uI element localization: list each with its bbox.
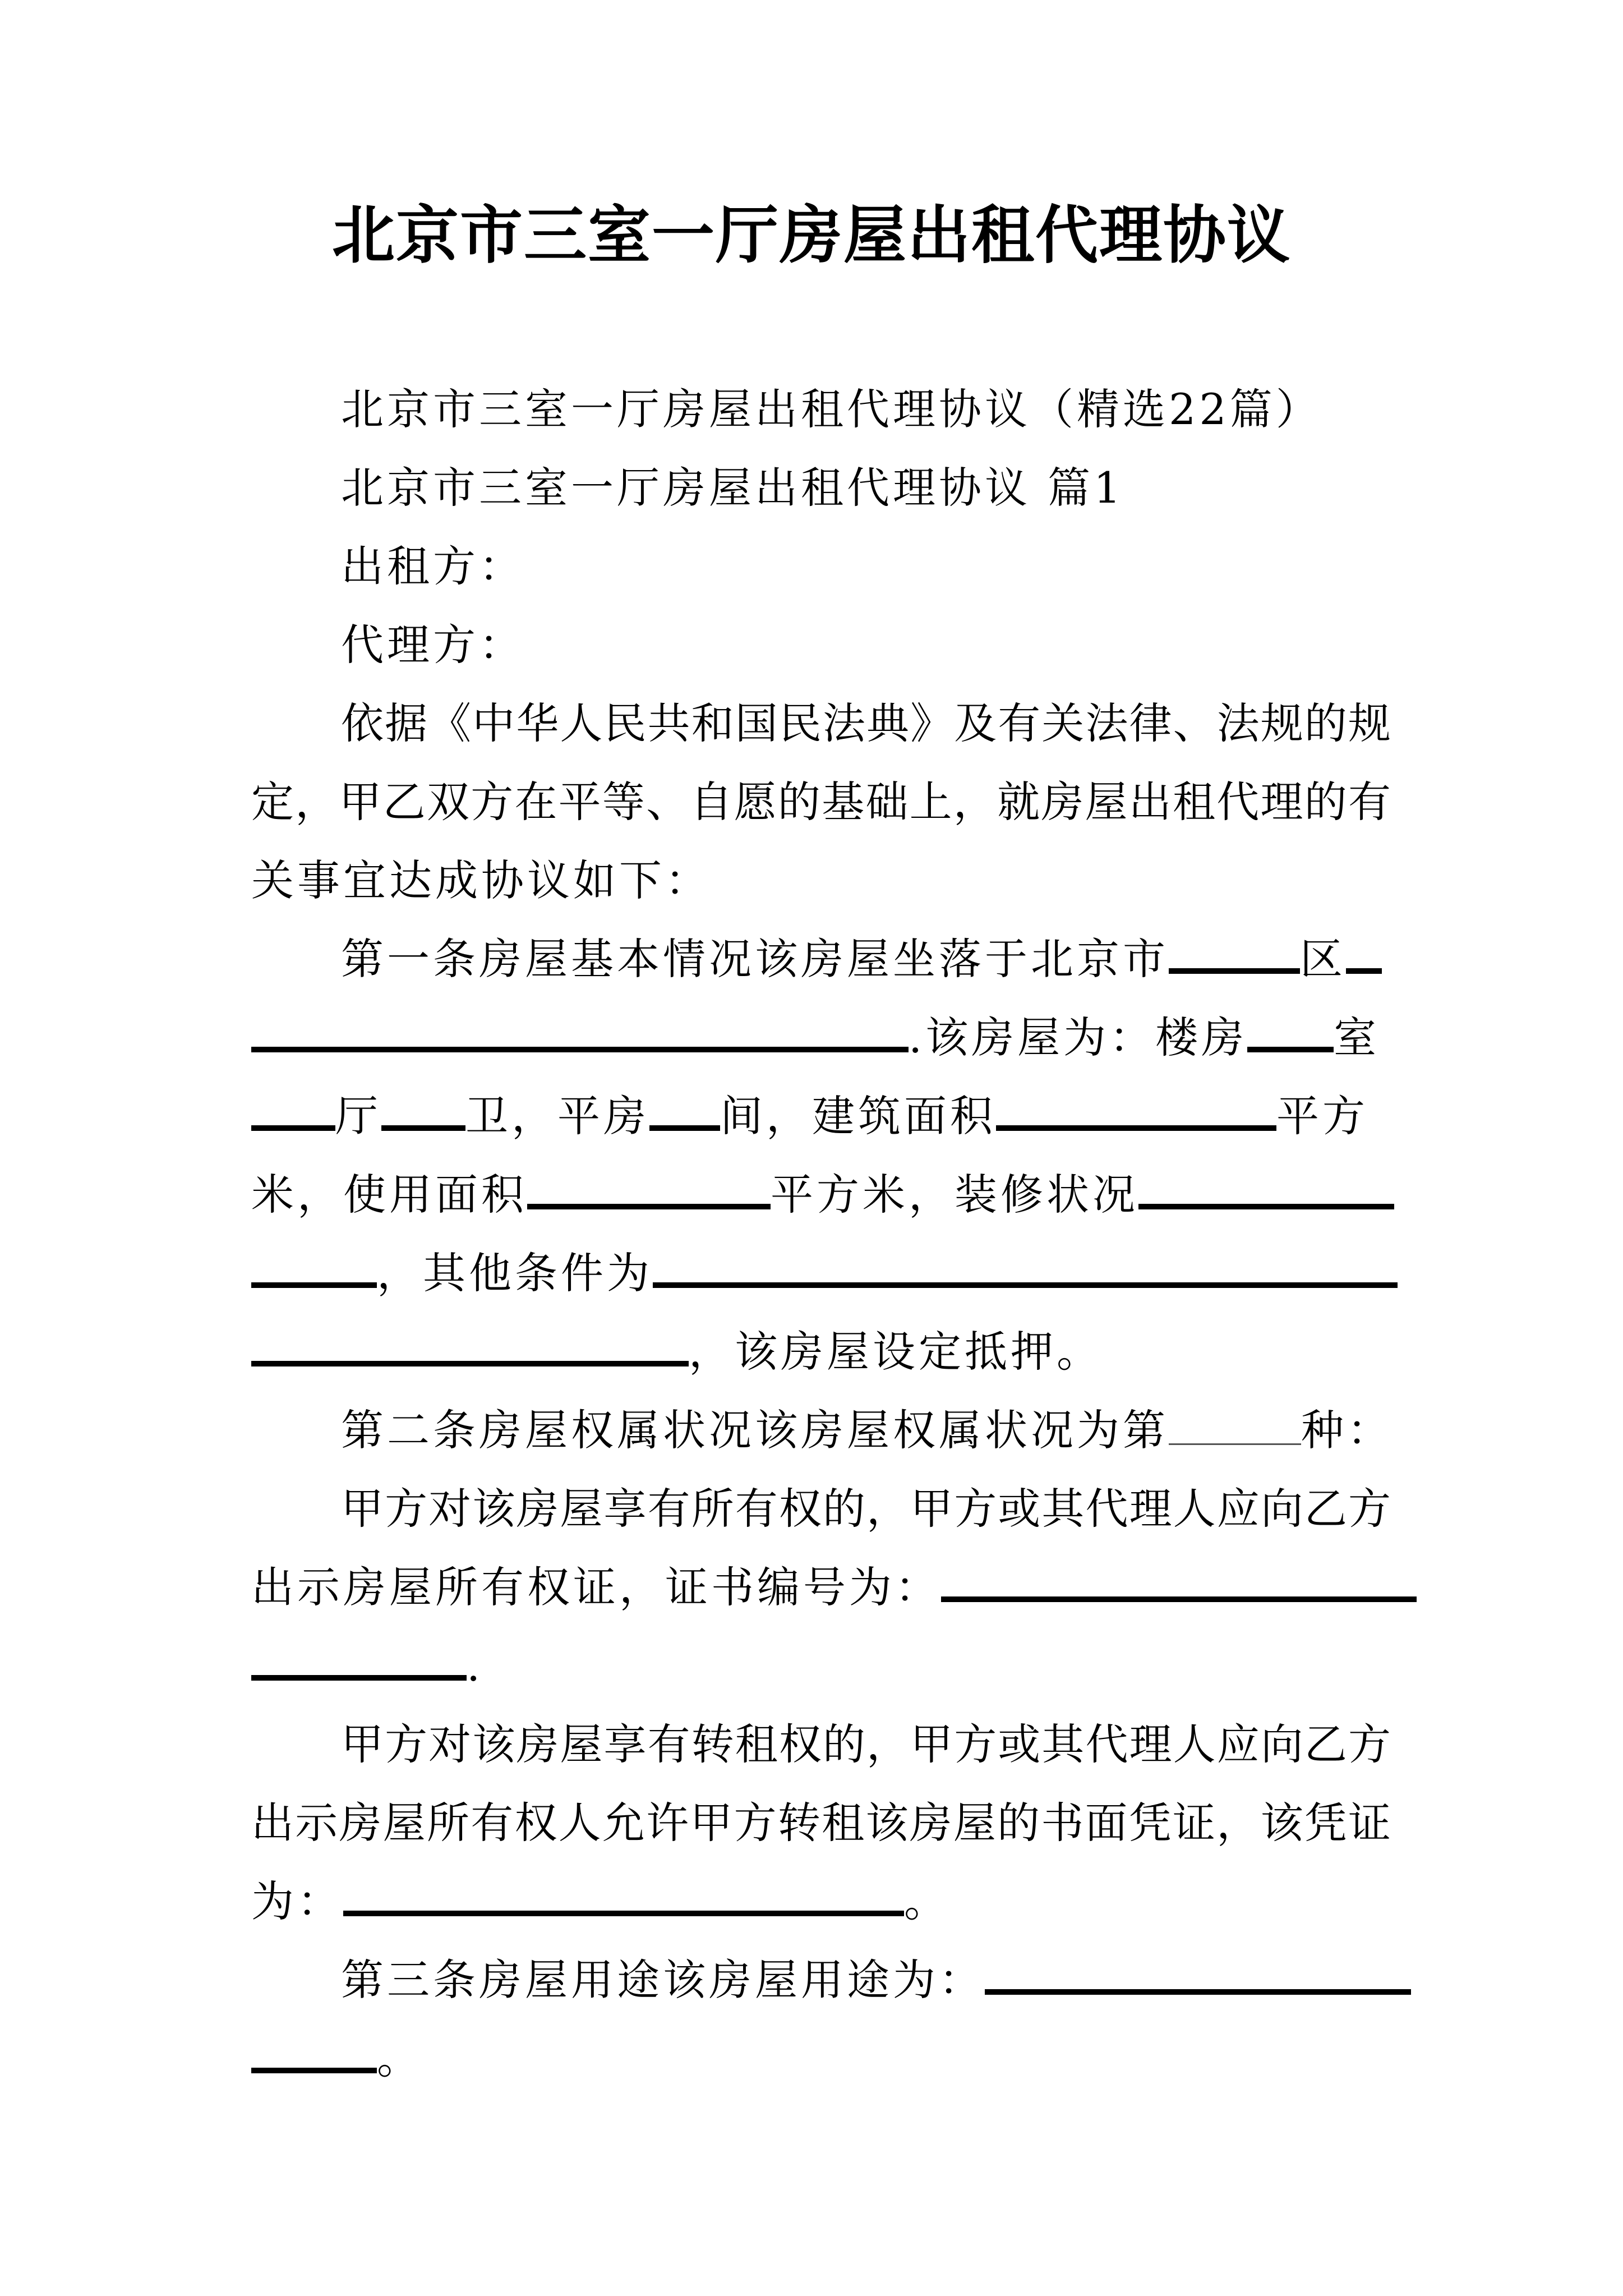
- document-title: 北京市三室一厅房屋出租代理协议: [332, 199, 1291, 272]
- sublease-certificate-blank[interactable]: [343, 1870, 904, 1916]
- article2-text: 种：: [1301, 1405, 1393, 1455]
- article1-line-1: [341, 920, 1391, 999]
- article2-text: 。: [904, 1876, 950, 1926]
- article1-line-6: [251, 1313, 1391, 1391]
- intro-line-3: 关事宜达成协议如下：: [251, 855, 711, 905]
- article2-para1-line-3: [251, 1627, 1391, 1705]
- article2-text: 为：: [251, 1876, 343, 1926]
- address-blank[interactable]: [251, 1006, 909, 1052]
- article3-text: 。: [377, 2033, 423, 2083]
- article1-text: 间，建筑面积: [720, 1091, 996, 1141]
- agent-label: 代理方：: [341, 620, 525, 670]
- ownership-type-blank[interactable]: [1169, 1403, 1301, 1445]
- certificate-number-blank[interactable]: [941, 1556, 1417, 1602]
- article2-text: 第二条房屋权属状况该房屋权属状况为第: [341, 1405, 1169, 1455]
- usage-blank[interactable]: [251, 2027, 377, 2073]
- intro-line-2: 定，甲乙双方在平等、自愿的基础上，就房屋出租代理的有: [251, 777, 1391, 827]
- article1-text: 米，使用面积: [251, 1170, 527, 1220]
- decoration-blank[interactable]: [1138, 1163, 1394, 1209]
- article2-para2-line-2: 出示房屋所有权人允许甲方转租该房屋的书面凭证，该凭证: [251, 1798, 1391, 1848]
- halls-blank[interactable]: [251, 1085, 335, 1131]
- address-blank[interactable]: [1346, 928, 1382, 974]
- article1-text: 平方: [1276, 1091, 1368, 1141]
- section-heading: 北京市三室一厅房屋出租代理协议 篇1: [341, 463, 1124, 513]
- other-conditions-blank[interactable]: [653, 1242, 1398, 1288]
- article1-text: .该房屋为：楼房: [909, 1013, 1248, 1062]
- article2-text: .: [467, 1641, 484, 1691]
- certificate-number-blank[interactable]: [251, 1635, 467, 1681]
- usage-blank[interactable]: [985, 1949, 1411, 1995]
- article1-line-5: [251, 1234, 1391, 1313]
- article1-line-2: [251, 999, 1391, 1077]
- article1-line-4: [251, 1156, 1391, 1234]
- other-conditions-blank[interactable]: [251, 1320, 689, 1366]
- article3-line-1: [341, 1941, 1391, 2019]
- intro-line-1: 依据《中华人民共和国民法典》及有关法律、法规的规: [341, 698, 1391, 748]
- article2-text: 出示房屋所有权证，证书编号为：: [251, 1562, 941, 1612]
- article1-text: 区: [1300, 934, 1346, 984]
- district-blank[interactable]: [1169, 928, 1300, 974]
- article3-line-2: [251, 2019, 1391, 2098]
- article1-text: ，其他条件为: [377, 1248, 653, 1298]
- article1-text: 卫，平房: [465, 1091, 649, 1141]
- article1-text: ，该房屋设定抵押。: [689, 1327, 1103, 1377]
- usable-area-blank[interactable]: [527, 1163, 771, 1209]
- lessor-label: 出租方：: [341, 541, 525, 591]
- article1-text: 厅: [335, 1091, 381, 1141]
- article1-text: 室: [1334, 1013, 1380, 1062]
- rooms-blank[interactable]: [1247, 1006, 1334, 1052]
- article3-text: 第三条房屋用途该房屋用途为：: [341, 1955, 985, 2005]
- document-subtitle: 北京市三室一厅房屋出租代理协议（精选22篇）: [341, 384, 1322, 434]
- article1-text: 第一条房屋基本情况该房屋坐落于北京市: [341, 934, 1169, 984]
- article2-para1-line-1: 甲方对该房屋享有所有权的，甲方或其代理人应向乙方: [341, 1484, 1391, 1534]
- baths-blank[interactable]: [381, 1085, 465, 1131]
- article2-line-1: [341, 1391, 1391, 1470]
- article2-para2-line-3: [251, 1862, 1391, 1941]
- article2-para1-line-2: [251, 1548, 1391, 1627]
- decoration-blank[interactable]: [251, 1242, 377, 1288]
- article1-text: 平方米，装修状况: [771, 1170, 1138, 1220]
- building-area-blank[interactable]: [996, 1085, 1276, 1131]
- bungalow-rooms-blank[interactable]: [649, 1085, 720, 1131]
- article2-para2-line-1: 甲方对该房屋享有转租权的，甲方或其代理人应向乙方: [341, 1719, 1391, 1769]
- article1-line-3: [251, 1077, 1391, 1156]
